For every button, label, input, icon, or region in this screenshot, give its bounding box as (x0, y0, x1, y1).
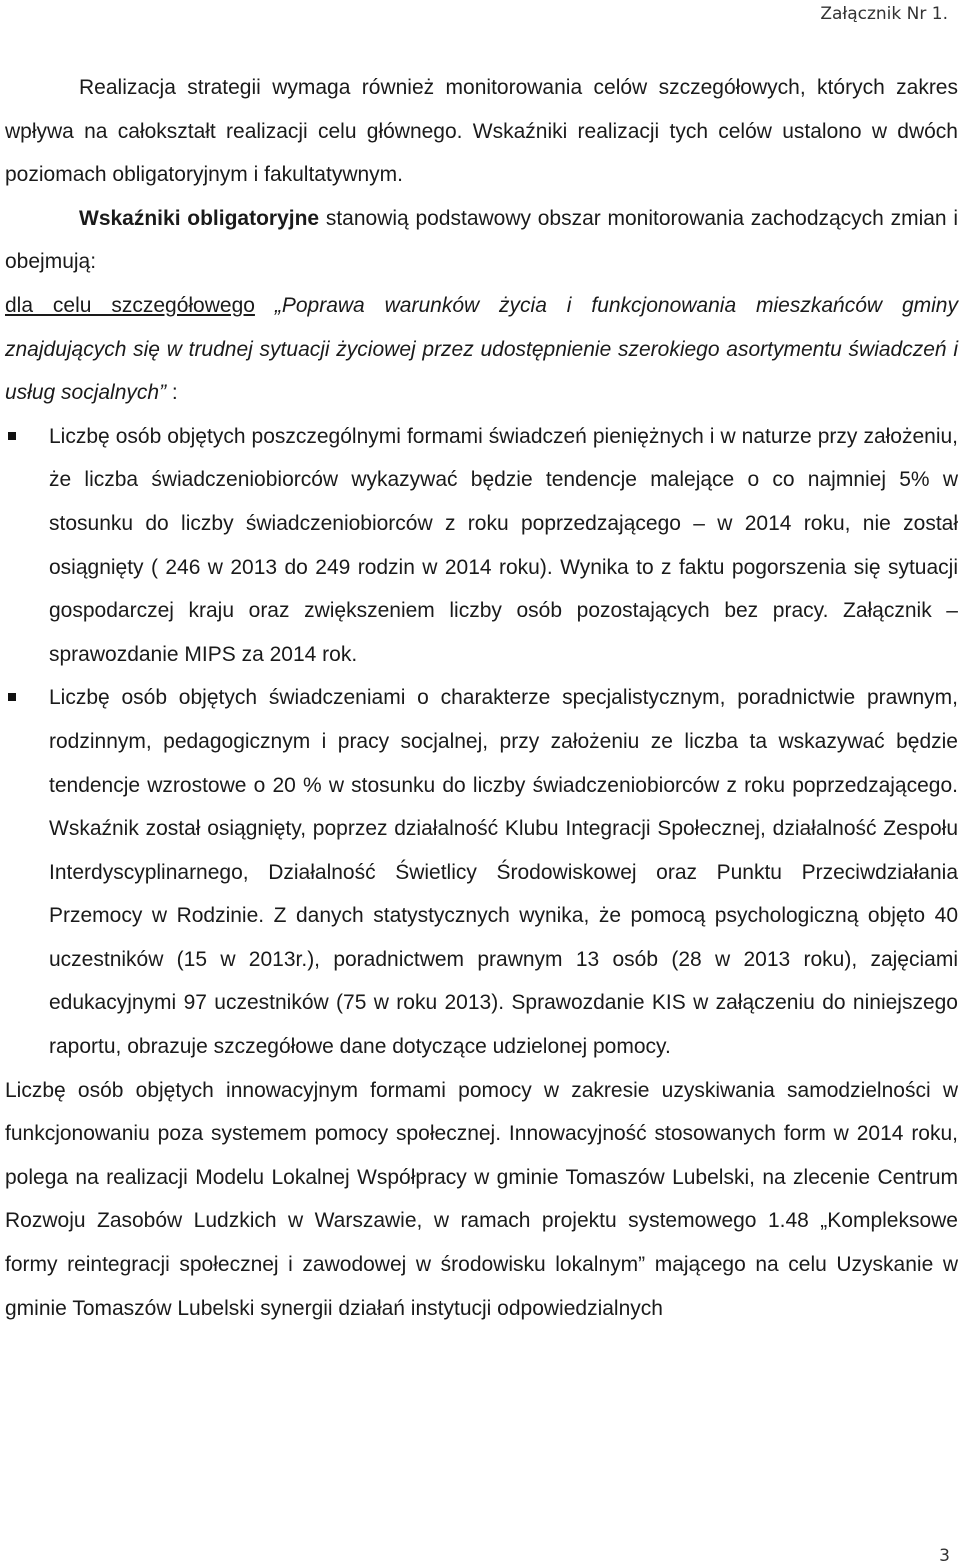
specific-goal-paragraph (5, 284, 958, 415)
innovation-paragraph: Liczbę osób objętych innowacyjnym formami pomocy w zakresie uzyskiwania samodzielności w funkcjonowaniu poza systemem pomocy społecznej. Innowacyjność stosowanych form w 2014 roku, polega na realizacji Modelu Lokalnej Współpracy w gminie Tomaszów Lubelski, na zlecenie Centrum Rozwoju Zasobów Ludzkich w Warszawie, w ramach projektu systemowego 1.48 „Kompleksowe formy reintegracji społecznej i zawodowej w środowisku lokalnym” mającego na celu Uzyskanie w gminie Tomaszów Lubelski synergii działań instytucji odpowiedzialnych (5, 1078, 958, 1320)
attachment-label: Załącznik Nr 1. (820, 4, 948, 24)
bullet-text: Liczbę osób objętych świadczeniami o charakterze specjalistycznym, poradnictwie prawnym, rodzinnym, pedagogicznym i pracy socjalnej, przy założeniu ze liczba ta wskazywać będzie tendencje wzrostowe o 20 % w stosunku do liczby świadczeniobiorców z roku poprzedzającego. Wskaźnik został osiągnięty, poprzez działalność Klubu Integracji Społecznej, działalność Zespołu Interdyscyplinarnego, Działalność Świetlicy Środowiskowej oraz Punktu Przeciwdziałania Przemocy w Rodzinie. Z danych statystycznych wynika, że pomocą psychologiczną objęto 40 uczestników (15 w 2013r.), poradnictwem prawnym 13 osób (28 w 2013 roku), zajęciami edukacyjnymi 97 uczestników (75 w roku 2013). Sprawozdanie KIS w załączeniu do niniejszego raportu, obrazuje szczegółowe dane dotyczące udzielonej pomocy. (49, 686, 958, 1059)
document-body (5, 66, 958, 1330)
specific-goal-tail: : (166, 381, 178, 405)
list-item (5, 415, 958, 677)
square-bullet-icon (8, 693, 16, 701)
spacer (255, 294, 275, 317)
list-item (5, 676, 958, 1068)
obligatory-indicators-text: stanowią podstawowy obszar monitorowania zachodzących zmian i obejmują: (5, 206, 958, 274)
specific-goal-title: „Poprawa warunków życia i funkcjonowania mieszkańców gminy znajdujących się w trudnej sytuacji życiowej przez udostępnienie szerokiego asortymentu świadczeń i usług socjalnych” (5, 293, 958, 405)
specific-goal-label: dla celu szczegółowego (5, 293, 255, 317)
intro-paragraph: Realizacja strategii wymaga również monitorowania celów szczegółowych, których zakres wpływa na całokształt realizacji celu głównego. Wskaźniki realizacji tych celów ustalono w dwóch poziomach obligatoryjnym i fakultatywnym. (5, 76, 958, 187)
bullet-text: Liczbę osób objętych poszczególnymi formami świadczeń pieniężnych i w naturze przy założeniu, że liczba świadczeniobiorców wykazywać będzie tendencje malejące o co najmniej 5% w stosunku do liczby świadczeniobiorców z roku poprzedzającego – w 2014 roku, nie został osiągnięty ( 246 w 2013 do 249 rodzin w 2014 roku). Wynika to z faktu pogorszenia się sytuacji gospodarczej kraju oraz zwiększeniem liczby osób pozostających bez pracy. Załącznik – sprawozdanie MIPS za 2014 rok. (49, 424, 958, 666)
square-bullet-icon (8, 432, 16, 440)
obligatory-indicators-paragraph (5, 197, 958, 284)
obligatory-indicators-heading: Wskaźniki obligatoryjne (79, 206, 320, 230)
page-number: 3 (939, 1546, 950, 1566)
